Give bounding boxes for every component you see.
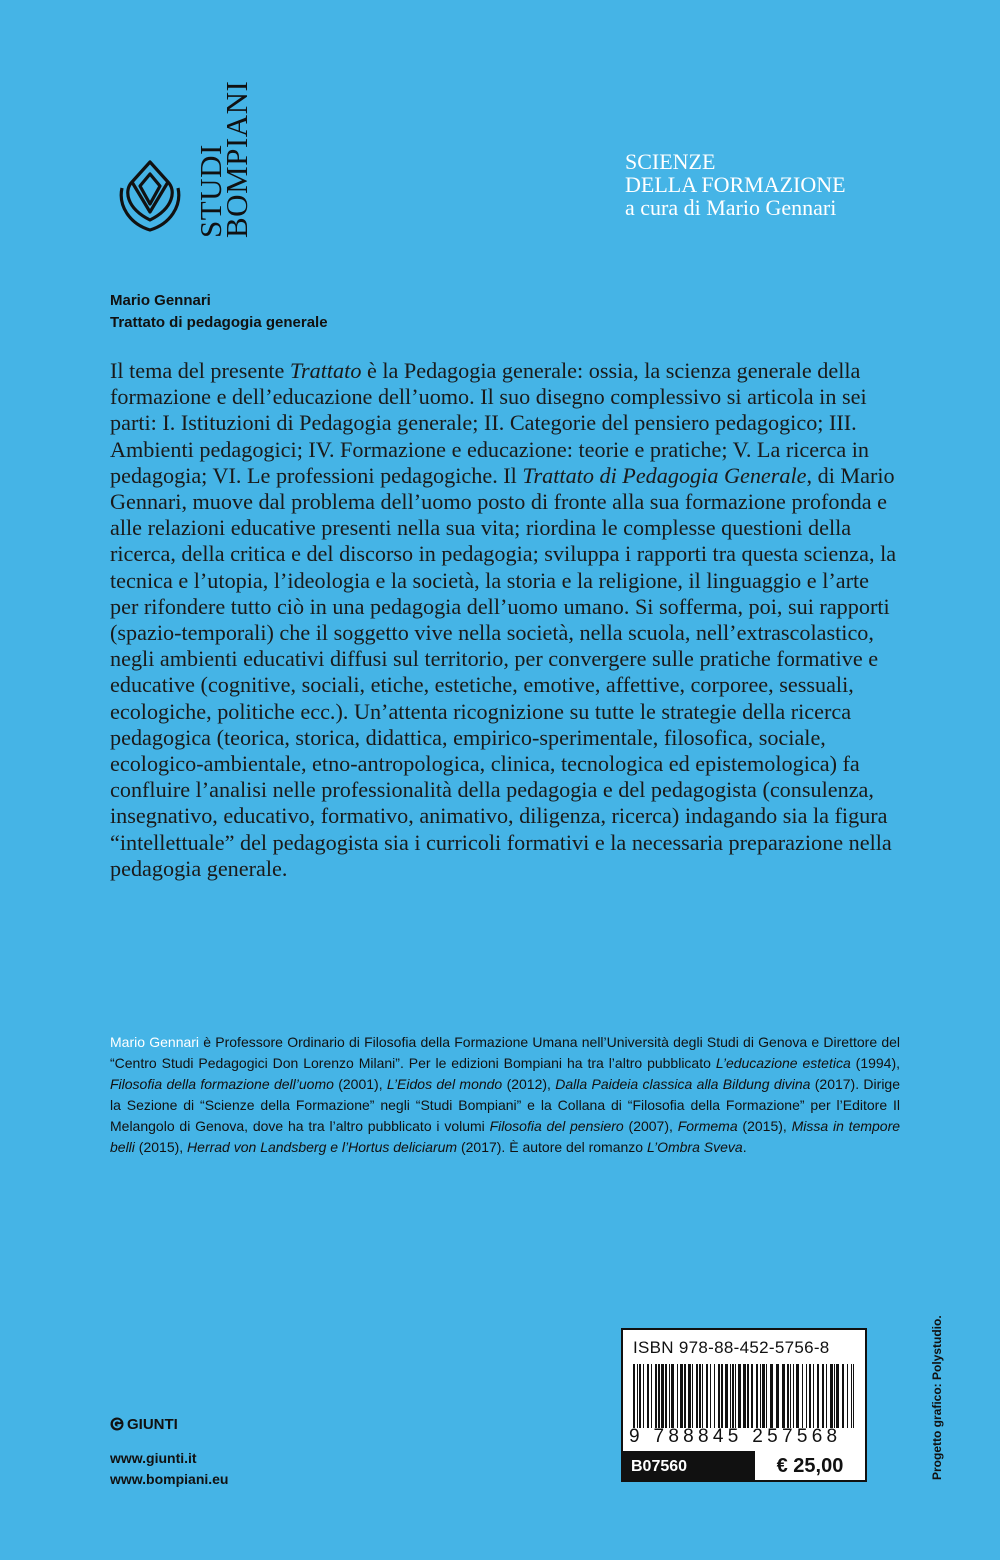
description-paragraph — [110, 358, 900, 882]
bio-text: (2012), — [502, 1076, 556, 1092]
bio-work-title: L’Eidos del mondo — [386, 1076, 503, 1092]
book-author: Mario Gennari — [110, 292, 211, 309]
series-title — [625, 150, 955, 219]
barcode-digits: 9 788845 257568 — [629, 1426, 842, 1447]
brand-line-1: STUDI — [193, 144, 228, 238]
studi-bompiani-logo — [118, 80, 254, 238]
barcode-icon — [631, 1364, 859, 1428]
bio-author-name: Mario Gennari — [110, 1034, 200, 1050]
description-text: è la Pedagogia generale: ossia, la scienza generale della formazione e dell’educazione dell’uomo. Il suo disegno complessivo si articola in sei parti: I. Istituzioni di Pedagogia generale; II. Categorie del pensiero pedagogico; III. Ambienti pedagogici; IV. Formazione e educazione: teorie e pratiche; V. La ricerca in pedagogia; VI. Le professioni pedagogiche. Il — [110, 358, 870, 488]
description-text: , di Mario Gennari, muove dal problema dell’uomo posto di fronte alla sua formazione profonda e alle relazioni educative presenti nella sua vita; riordina le complesse questioni della ricerca, della critica e del discorso in pedagogia; sviluppa i rapporti tra questa scienza, la tecnica e l’utopia, l’ideologia e la società, la storia e la religione, il linguaggio e l’arte per rifondere tutto ciò in una pedagogia dell’uomo umano. Si sofferma, poi, sui rapporti (spazio-temporali) che il soggetto vive nella società, nella scuola, nell’extrascolastico, negli ambienti educativi diffusi sul territorio, per convergere sulle pratiche formative e educative (cognitive, sociali, etiche, estetiche, emotive, affettive, corporee, sessuali, ecologiche, politiche ecc.). Un’attenta ricognizione su tutte le strategie della ricerca pedagogica (teorica, storica, didattica, empirico-sperimentale, filosofica, sociale, ecologico-ambientale, etno-antropologica, clinica, tecnologica ed epistemologica) fa confluire l’analisi nelle professionalità della pedagogia e del pedagogista (consulenza, insegnativo, educativo, formativo, animativo, diligenza, ricerca) indagando sia la figura “intellettuale” del pedagogista sia i curricoli formativi e la necessaria preparazione nella pedagogia generale. — [110, 462, 897, 881]
publisher-websites — [110, 1448, 229, 1490]
price-label: € 25,00 — [753, 1451, 865, 1482]
website-bompiani: www.bompiani.eu — [110, 1471, 229, 1487]
description-text: Il tema del presente — [110, 358, 290, 383]
series-line-1: SCIENZE — [625, 149, 716, 174]
brand-wordmark — [193, 80, 348, 238]
bio-text: (2015), — [737, 1118, 792, 1134]
giunti-wordmark: GIUNTI — [127, 1415, 178, 1433]
book-heading — [110, 290, 328, 334]
bio-text: (2001), — [333, 1076, 387, 1092]
website-giunti: www.giunti.it — [110, 1450, 197, 1466]
bio-text: (1994), — [850, 1055, 901, 1071]
bio-work-title: Filosofia della formazione dell’uomo — [110, 1076, 334, 1092]
bio-text: (2017). È autore del romanzo — [457, 1139, 647, 1155]
book-title: Trattato di pedagogia generale — [110, 314, 328, 331]
author-bio — [110, 1032, 900, 1158]
giunti-logo — [110, 1414, 178, 1434]
bio-work-title: L’educazione estetica — [715, 1055, 851, 1071]
bio-work-title: Filosofia del pensiero — [489, 1118, 624, 1134]
description-italic: Trattato di Pedagogia Generale — [522, 462, 807, 488]
lotus-flower-icon — [118, 154, 182, 234]
bio-paragraph — [110, 1032, 900, 1158]
bio-text: (2017). Dirige la Sezione di “Scienze della Formazione” negli “Studi Bompiani” e la Collana di “Filosofia della Formazione” per l’Editore Il Melangolo di Genova, dove ha tra l’altro pubblicato i volumi — [110, 1076, 900, 1134]
bio-text: . — [742, 1139, 747, 1155]
brand-line-2: BOMPIANI — [219, 80, 254, 238]
giunti-g-icon — [110, 1417, 124, 1431]
bio-work-title: L’Ombra Sveva — [646, 1139, 743, 1155]
series-line-2: DELLA FORMAZIONE — [625, 172, 846, 197]
description-italic: Trattato — [289, 358, 362, 383]
barcode-box — [621, 1328, 867, 1482]
bio-work-title: Herrad von Landsberg e l’Hortus deliciarum — [187, 1139, 458, 1155]
design-credit: Progetto grafico: Polystudio. — [930, 1315, 944, 1480]
bio-work-title: Formema — [677, 1118, 738, 1134]
bio-work-title: Missa in tempore belli — [110, 1118, 901, 1155]
bio-text: è Professore Ordinario di Filosofia della Formazione Umana nell’Università degli Studi di Genova e Direttore del “Centro Studi Pedagogici Don Lorenzo Milani”. Per le edizioni Bompiani ha tra l’altro pubblicato — [110, 1034, 901, 1071]
bio-work-title: Dalla Paideia classica alla Bildung divina — [555, 1076, 811, 1092]
bio-text: (2015), — [134, 1139, 188, 1155]
isbn-label: ISBN 978-88-452-5756-8 — [633, 1338, 830, 1357]
product-code: B07560 — [623, 1451, 753, 1482]
series-editor: a cura di Mario Gennari — [625, 195, 837, 220]
book-description — [110, 358, 900, 882]
bio-text: (2007), — [623, 1118, 678, 1134]
